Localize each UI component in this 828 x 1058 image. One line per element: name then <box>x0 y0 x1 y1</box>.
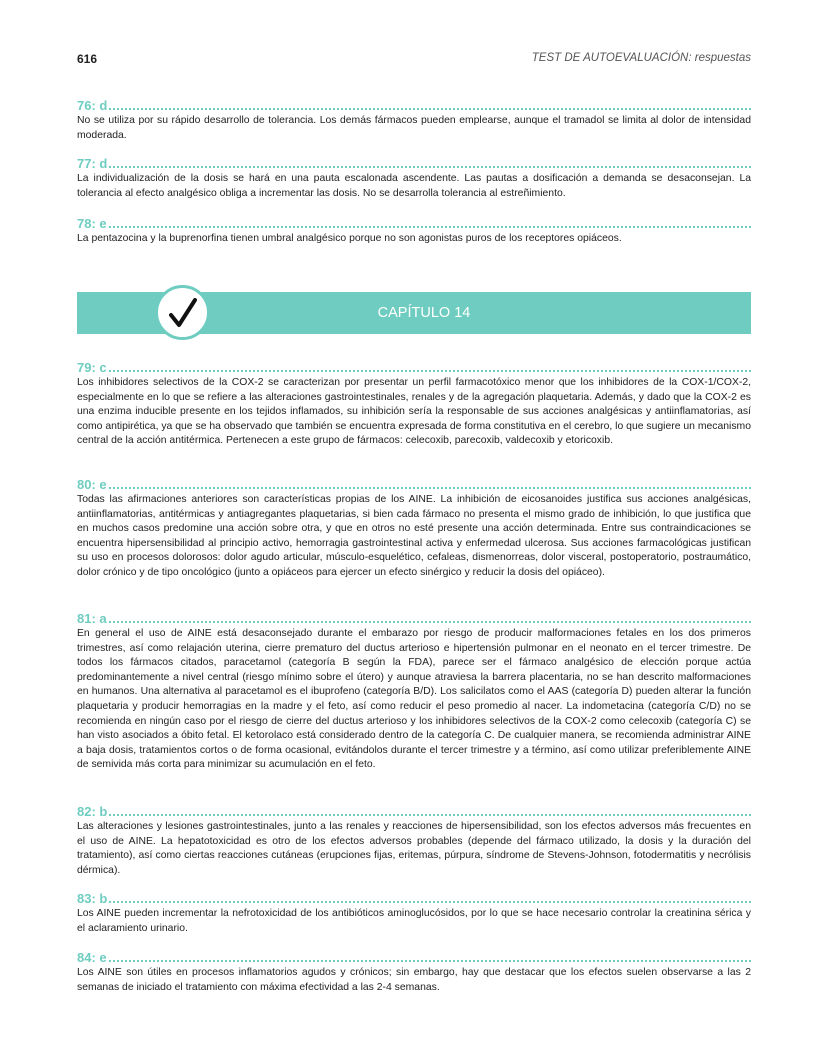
answer-label: 80: e <box>77 477 107 492</box>
chapter-title: CAPÍTULO 14 <box>377 305 471 321</box>
answer-76 <box>77 98 751 143</box>
answer-label: 79: c <box>77 360 107 375</box>
checkmark-badge <box>155 285 210 340</box>
dotted-leader <box>109 487 751 489</box>
answer-81 <box>77 611 751 773</box>
answer-text: Los inhibidores selectivos de la COX-2 se caracterizan por presentar un perfil farmacotóxico menor que los inhibidores de la COX-1/COX-2, especialmente en lo que se refiere a las alteraciones gastrointestinales, renales y de la agregación plaquetaria. Además, y dado que la COX-2 es una enzima inducible presente en los tejidos inflamados, su inhibición sería la responsable de sus acciones analgésicas y antiinflamatorias, así como antipirética, ya que se ha observado que también se encuentra expresada de forma constitutiva en el cerebro, lo que sugiere un mecanismo central de la acción antitérmica. Pertenecen a este grupo de fármacos: celecoxib, parecoxib, valdecoxib y etoricoxib. <box>77 377 751 447</box>
checkmark-icon <box>169 298 197 328</box>
answer-label: 81: a <box>77 611 107 626</box>
answer-77 <box>77 156 751 201</box>
answer-label: 84: e <box>77 950 107 965</box>
dotted-leader <box>109 960 751 962</box>
dotted-leader <box>109 166 751 168</box>
answer-text: Los AINE son útiles en procesos inflamatorios agudos y crónicos; sin embargo, hay que destacar que los efectos suelen observarse a las 2 semanas de iniciado el tratamiento con máxima efectividad a las 2-4 semanas. <box>77 967 751 993</box>
answer-text: En general el uso de AINE está desaconsejado durante el embarazo por riesgo de producir malformaciones fetales en los dos primeros trimestres, así como relajación uterina, cierre prematuro del ductus arterioso e hipertensión pulmonar en el neonato en el tercer trimestre. De todos los fármacos citados, paracetamol (categoría B según la FDA), parece ser el fármaco analgésico de elección porque actúa predominantemente a nivel central (riesgo mínimo sobre el útero) y aunque atraviesa la barrera placentaria, no se han descrito malformaciones en humanos. Una alternativa al paracetamol es el ibuprofeno (categoría B/D). Los salicilatos como el AAS (categoría D) pueden alterar la función plaquetaria y producir hemorragias en la madre y el feto, así como reducir el peso promedio al nacer. La indometacina (categoría C/D) no se recomienda en ningún caso por el riesgo de cierre del ductus arterioso y los inhibidores selectivos de la COX-2 como celecoxib (categoría C) se han visto asociados a óbito fetal. El ketorolaco está considerado dentro de la categoría C. De cualquier manera, se recomienda administrar AINE a baja dosis, tratamientos cortos o de forma ocasional, evitándolos durante el tercer trimestre y a término, así como utilizar preferiblemente AINE de semivida más corta para minimizar su acumulación en el feto. <box>77 628 751 771</box>
answer-82 <box>77 804 751 878</box>
dotted-leader <box>109 901 751 903</box>
dotted-leader <box>109 621 751 623</box>
answer-text: Todas las afirmaciones anteriores son características propias de los AINE. La inhibición de eicosanoides justifica sus acciones analgésicas, antiinflamatorias, antitérmicas y antiagregantes plaquetarias, si bien cada fármaco no presenta el mismo grado de inhibición, lo que justifica que en muchos casos predomine una acción sobre otra, y que en otros no esté presente una acción determinada. Entre sus contraindicaciones se encuentra hipersensibilidad al principio activo, hemorragia gastrointestinal activa y enfermedad ulcerosa. Sus acciones farmacológicas justifican su uso en procesos dolorosos: dolor agudo articular, músculo-esquelético, cefaleas, dismenorreas, dolor visceral, postoperatorio, postraumático, dolor crónico y de tipo oncológico (junto a opiáceos para ejercer un efecto sinérgico y reducir la dosis del opiáceo). <box>77 494 751 578</box>
answer-78 <box>77 216 751 247</box>
answer-84 <box>77 950 751 995</box>
answer-text: Las alteraciones y lesiones gastrointestinales, junto a las renales y reacciones de hipersensibilidad, son los efectos adversos más frecuentes en el uso de AINE. La hepatotoxicidad es otro de los efectos adversos probables (depende del fármaco utilizado, la dosis y la duración del tratamiento), así como ciertas reacciones cutáneas (erupciones fijas, eritemas, púrpura, síndrome de Stevens-Johnson, fotodermatitis y necrólisis dérmica). <box>77 821 751 876</box>
answer-label: 83: b <box>77 891 108 906</box>
dotted-leader <box>109 108 751 110</box>
dotted-leader <box>109 226 751 228</box>
answer-80 <box>77 477 751 581</box>
answer-79 <box>77 360 751 449</box>
answer-text: La pentazocina y la buprenorfina tienen umbral analgésico porque no son agonistas puros de los receptores opiáceos. <box>77 233 622 244</box>
dotted-leader <box>109 370 751 372</box>
running-title: TEST DE AUTOEVALUACIÓN: respuestas <box>531 52 751 64</box>
answer-text: Los AINE pueden incrementar la nefrotoxicidad de los antibióticos aminoglucósidos, por lo que se hace necesario controlar la creatinina sérica y el aclaramiento urinario. <box>77 908 751 934</box>
answer-label: 82: b <box>77 804 108 819</box>
answer-text: La individualización de la dosis se hará en una pauta escalonada ascendente. Las pautas a dosificación a demanda se desaconsejan. La tolerancia al efecto analgésico obliga a incrementar las dosis. No se desarrolla tolerancia al estreñimiento. <box>77 173 751 199</box>
answer-label: 78: e <box>77 216 107 231</box>
answer-83 <box>77 891 751 936</box>
dotted-leader <box>109 814 751 816</box>
page-header <box>77 52 751 70</box>
answer-label: 76: d <box>77 98 108 113</box>
answer-text: No se utiliza por su rápido desarrollo de tolerancia. Los demás fármacos pueden emplearse, aunque el tramadol se limita al dolor de intensidad moderada. <box>77 115 751 141</box>
page-number: 616 <box>77 52 98 66</box>
answer-label: 77: d <box>77 156 108 171</box>
